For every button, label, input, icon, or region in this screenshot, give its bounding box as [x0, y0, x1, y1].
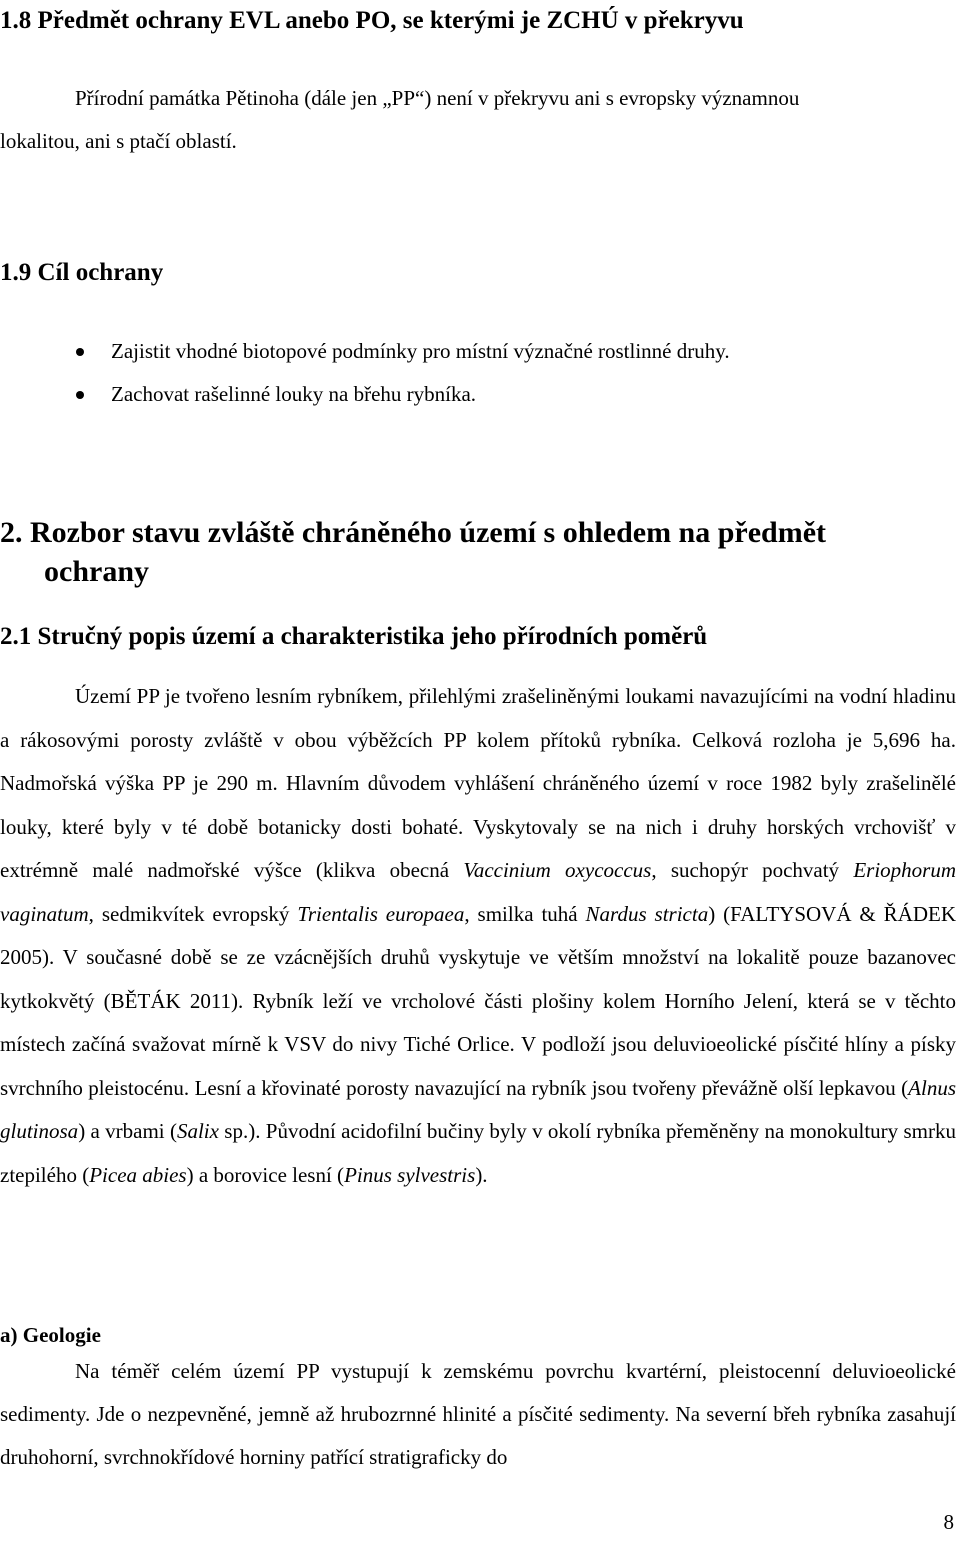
bullet-icon [76, 348, 84, 356]
paragraph-text: ) (FALTYSOVÁ & ŘÁDEK 2005). V současné době se ze vzácnějších druhů vyskytuje ve větším množství na lokalitě pouze bazanovec kytkokvětý (BĚTÁK 2011). Rybník leží ve vrcholové části plošiny kolem Horního Jelení, která se v těchto místech začíná svažovat mírně k VSV do nivy Tiché Orlice. V podloží jsou deluvioeolické písčité hlíny a písky svrchního pleistocénu. Lesní a křovinaté porosty navazující na rybník jsou tvořeny převážně olší lepkavou ( [0, 901, 957, 1100]
chapter-2-heading-line2: ochrany [44, 555, 149, 588]
paragraph-text: sp.). Původní acidofilní bučiny byly v okolí rybníka přeměněny na monokultury smrku ztepilého ( [0, 1119, 956, 1187]
paragraph-text: , smilka tuhá [464, 901, 586, 926]
species-name: Vaccinium oxycoccus [463, 858, 652, 882]
geology-paragraph: Na téměř celém území PP vystupují k zemskému povrchu kvartérní, pleistocenní deluvioeolické sedimenty. Jde o nezpevněné, jemně až hrubozrnné hlinité a písčité sedimenty. Na severní břeh rybníka zasahují druhohorní, svrchnokřídové horniny patřící stratigraficky do [0, 1359, 956, 1469]
goals-list [111, 339, 730, 406]
species-name: Salix [176, 1119, 219, 1143]
list-item-text: Zachovat rašelinné louky na břehu rybníka. [111, 382, 477, 406]
section-1-8-text-line2: lokalitou, ani s ptačí oblastí. [0, 129, 237, 153]
paragraph-text: ) a vrbami ( [78, 1119, 177, 1143]
page-number: 8 [943, 1510, 954, 1534]
paragraph-text: , sedmikvítek evropský [88, 901, 298, 926]
species-name: Nardus stricta [585, 901, 709, 926]
paragraph-text: ). [475, 1162, 488, 1187]
chapter-2-heading-line1: 2. Rozbor stavu zvláště chráněného území s ohledem na předmět [0, 516, 827, 549]
species-name: Alnus glutinosa [0, 1075, 956, 1143]
paragraph-text: ) a borovice lesní ( [186, 1162, 345, 1187]
list-item-text: Zajistit vhodné biotopové podmínky pro místní význačné rostlinné druhy. [111, 339, 730, 363]
paragraph-text: Území PP je tvořeno lesním rybníkem, přilehlými zrašeliněnými loukami navazujícími na vodní hladinu a rákosovými porosty zvláště v obou výběžcích PP kolem přítoků rybníka. Celková rozloha je 5,696 ha. Nadmořská výška PP je 290 m. Hlavním důvodem vyhlášení chráněného území v roce 1982 byly zrašelinělé louky, které byly v té době botanicky dosti bohaté. Vyskytovaly se na nich i druhy horských vrchovišť v extrémně malé nadmořské výšce (klikva obecná [0, 684, 956, 882]
section-1-8-text-line1: Přírodní památka Pětinoha (dále jen „PP“) není v překryvu ani s evropsky významnou [75, 86, 800, 110]
list-item [111, 382, 730, 406]
section-2-1-heading: 2.1 Stručný popis území a charakteristika jeho přírodních poměrů [0, 623, 708, 650]
geology-heading: a) Geologie [0, 1323, 101, 1347]
section-1-9-heading: 1.9 Cíl ochrany [0, 259, 164, 286]
species-name: Pinus sylvestris [344, 1162, 476, 1187]
species-name: Trientalis europaea [297, 901, 465, 926]
species-name: Picea abies [89, 1162, 187, 1187]
paragraph-text: , suchopýr pochvatý [651, 858, 854, 882]
list-item [111, 339, 730, 363]
bullet-icon [76, 391, 84, 399]
species-name: Eriophorum vaginatum [0, 858, 956, 926]
section-1-8-heading: 1.8 Předmět ochrany EVL anebo PO, se kterými je ZCHÚ v překryvu [0, 7, 744, 34]
section-2-1-paragraph [0, 675, 956, 1197]
